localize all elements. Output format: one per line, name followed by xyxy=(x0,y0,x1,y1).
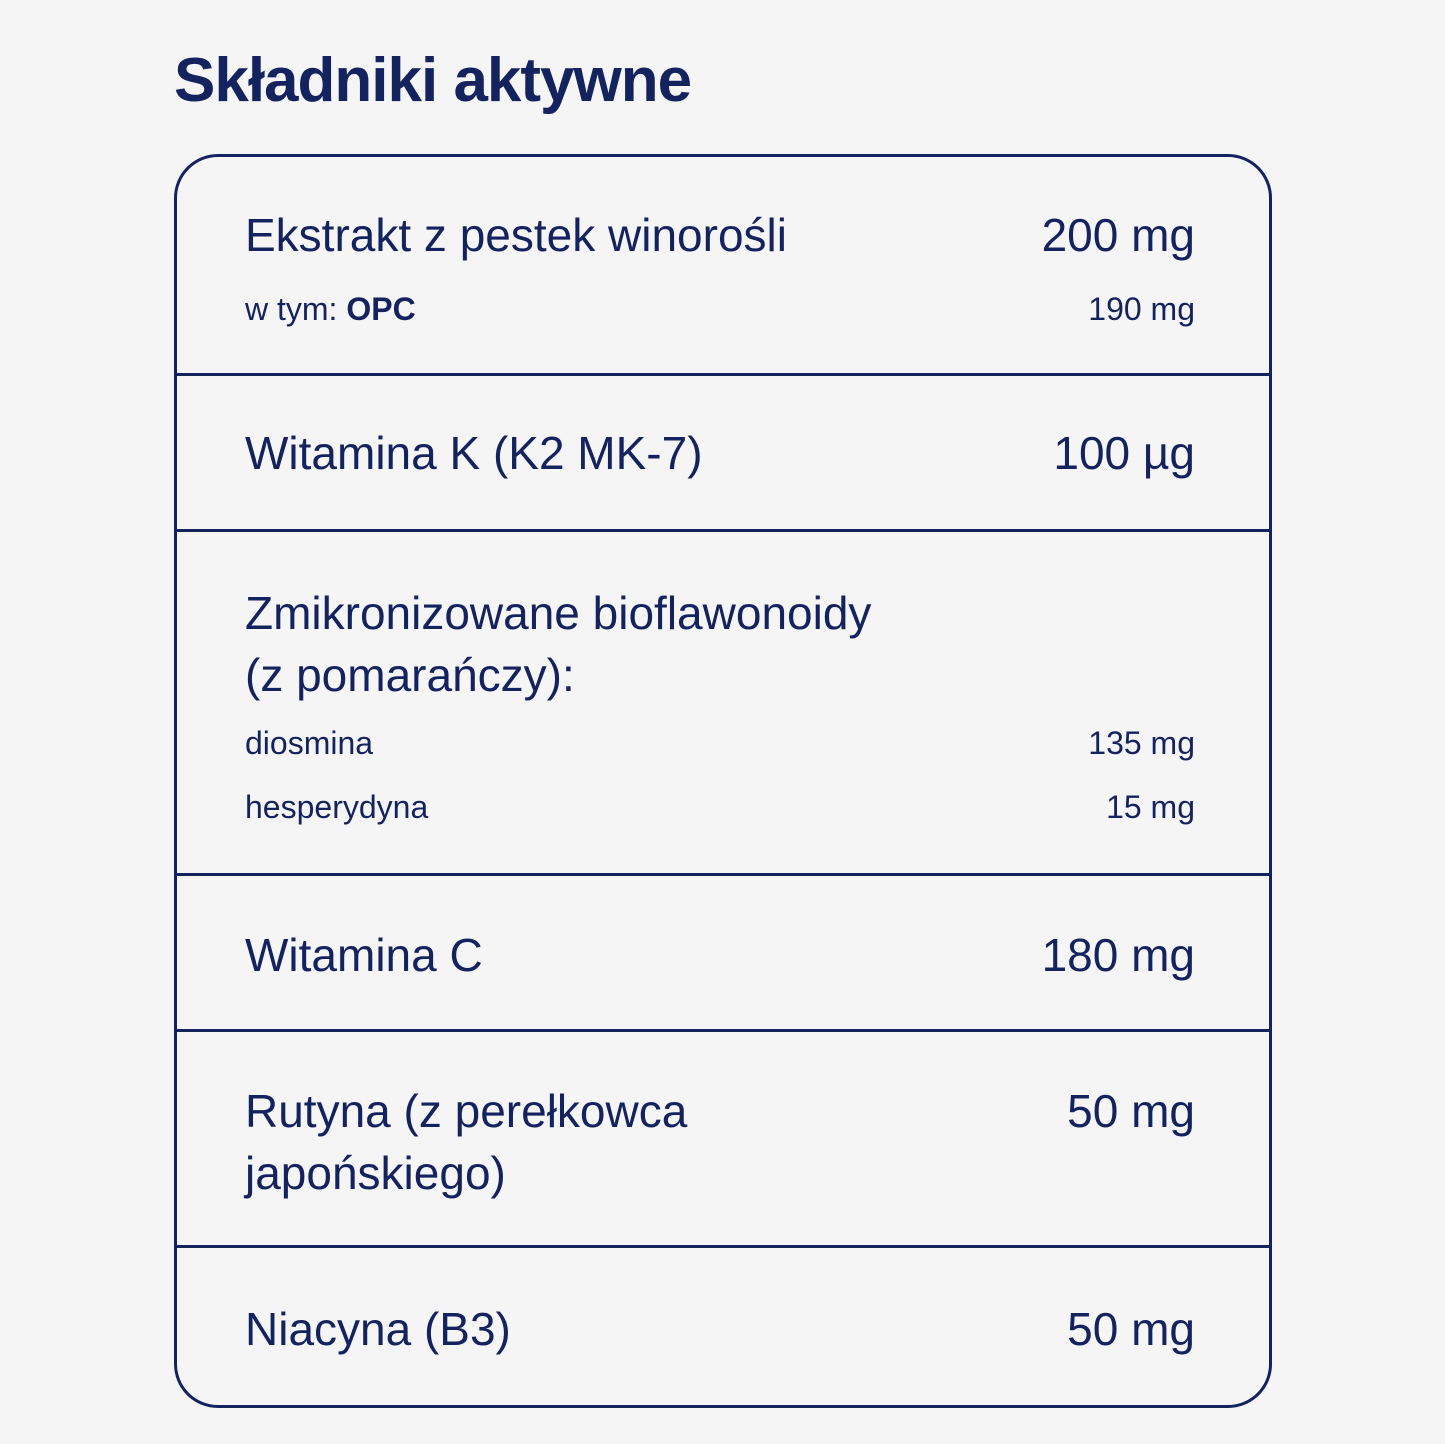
row-divider xyxy=(177,873,1269,876)
row-divider xyxy=(177,373,1269,376)
ingredient-name: Witamina C xyxy=(245,929,483,981)
ingredient-name-line1: Zmikronizowane bioflawonoidy xyxy=(245,587,872,639)
sub-name: OPC xyxy=(346,291,416,327)
ingredient-amount: 50 mg xyxy=(1067,1303,1195,1355)
sub-prefix: w tym: xyxy=(245,291,338,327)
ingredient-name: Witamina K (K2 MK-7) xyxy=(245,427,703,479)
component-amount: 135 mg xyxy=(1088,725,1195,761)
ingredient-sub-label xyxy=(245,289,416,329)
page-title: Składniki aktywne xyxy=(174,46,692,115)
ingredients-card xyxy=(174,154,1272,1408)
row-divider xyxy=(177,1245,1269,1248)
component-name: diosmina xyxy=(245,725,374,761)
ingredient-name-line2: (z pomarańczy): xyxy=(245,649,575,701)
ingredient-amount: 100 µg xyxy=(1053,427,1195,479)
row-divider xyxy=(177,529,1269,532)
ingredient-name: Niacyna (B3) xyxy=(245,1303,511,1355)
ingredient-name-line2: japońskiego) xyxy=(245,1147,506,1199)
component-name: hesperydyna xyxy=(245,789,429,825)
ingredient-name-line1: Rutyna (z perełkowca xyxy=(245,1085,688,1137)
ingredient-amount: 200 mg xyxy=(1041,209,1195,261)
component-amount: 15 mg xyxy=(1106,789,1195,825)
ingredient-name: Ekstrakt z pestek winorośli xyxy=(245,209,787,261)
ingredient-amount: 180 mg xyxy=(1041,929,1195,981)
row-divider xyxy=(177,1029,1269,1032)
ingredient-amount: 50 mg xyxy=(1067,1085,1195,1137)
ingredient-sub-amount: 190 mg xyxy=(1088,291,1195,327)
